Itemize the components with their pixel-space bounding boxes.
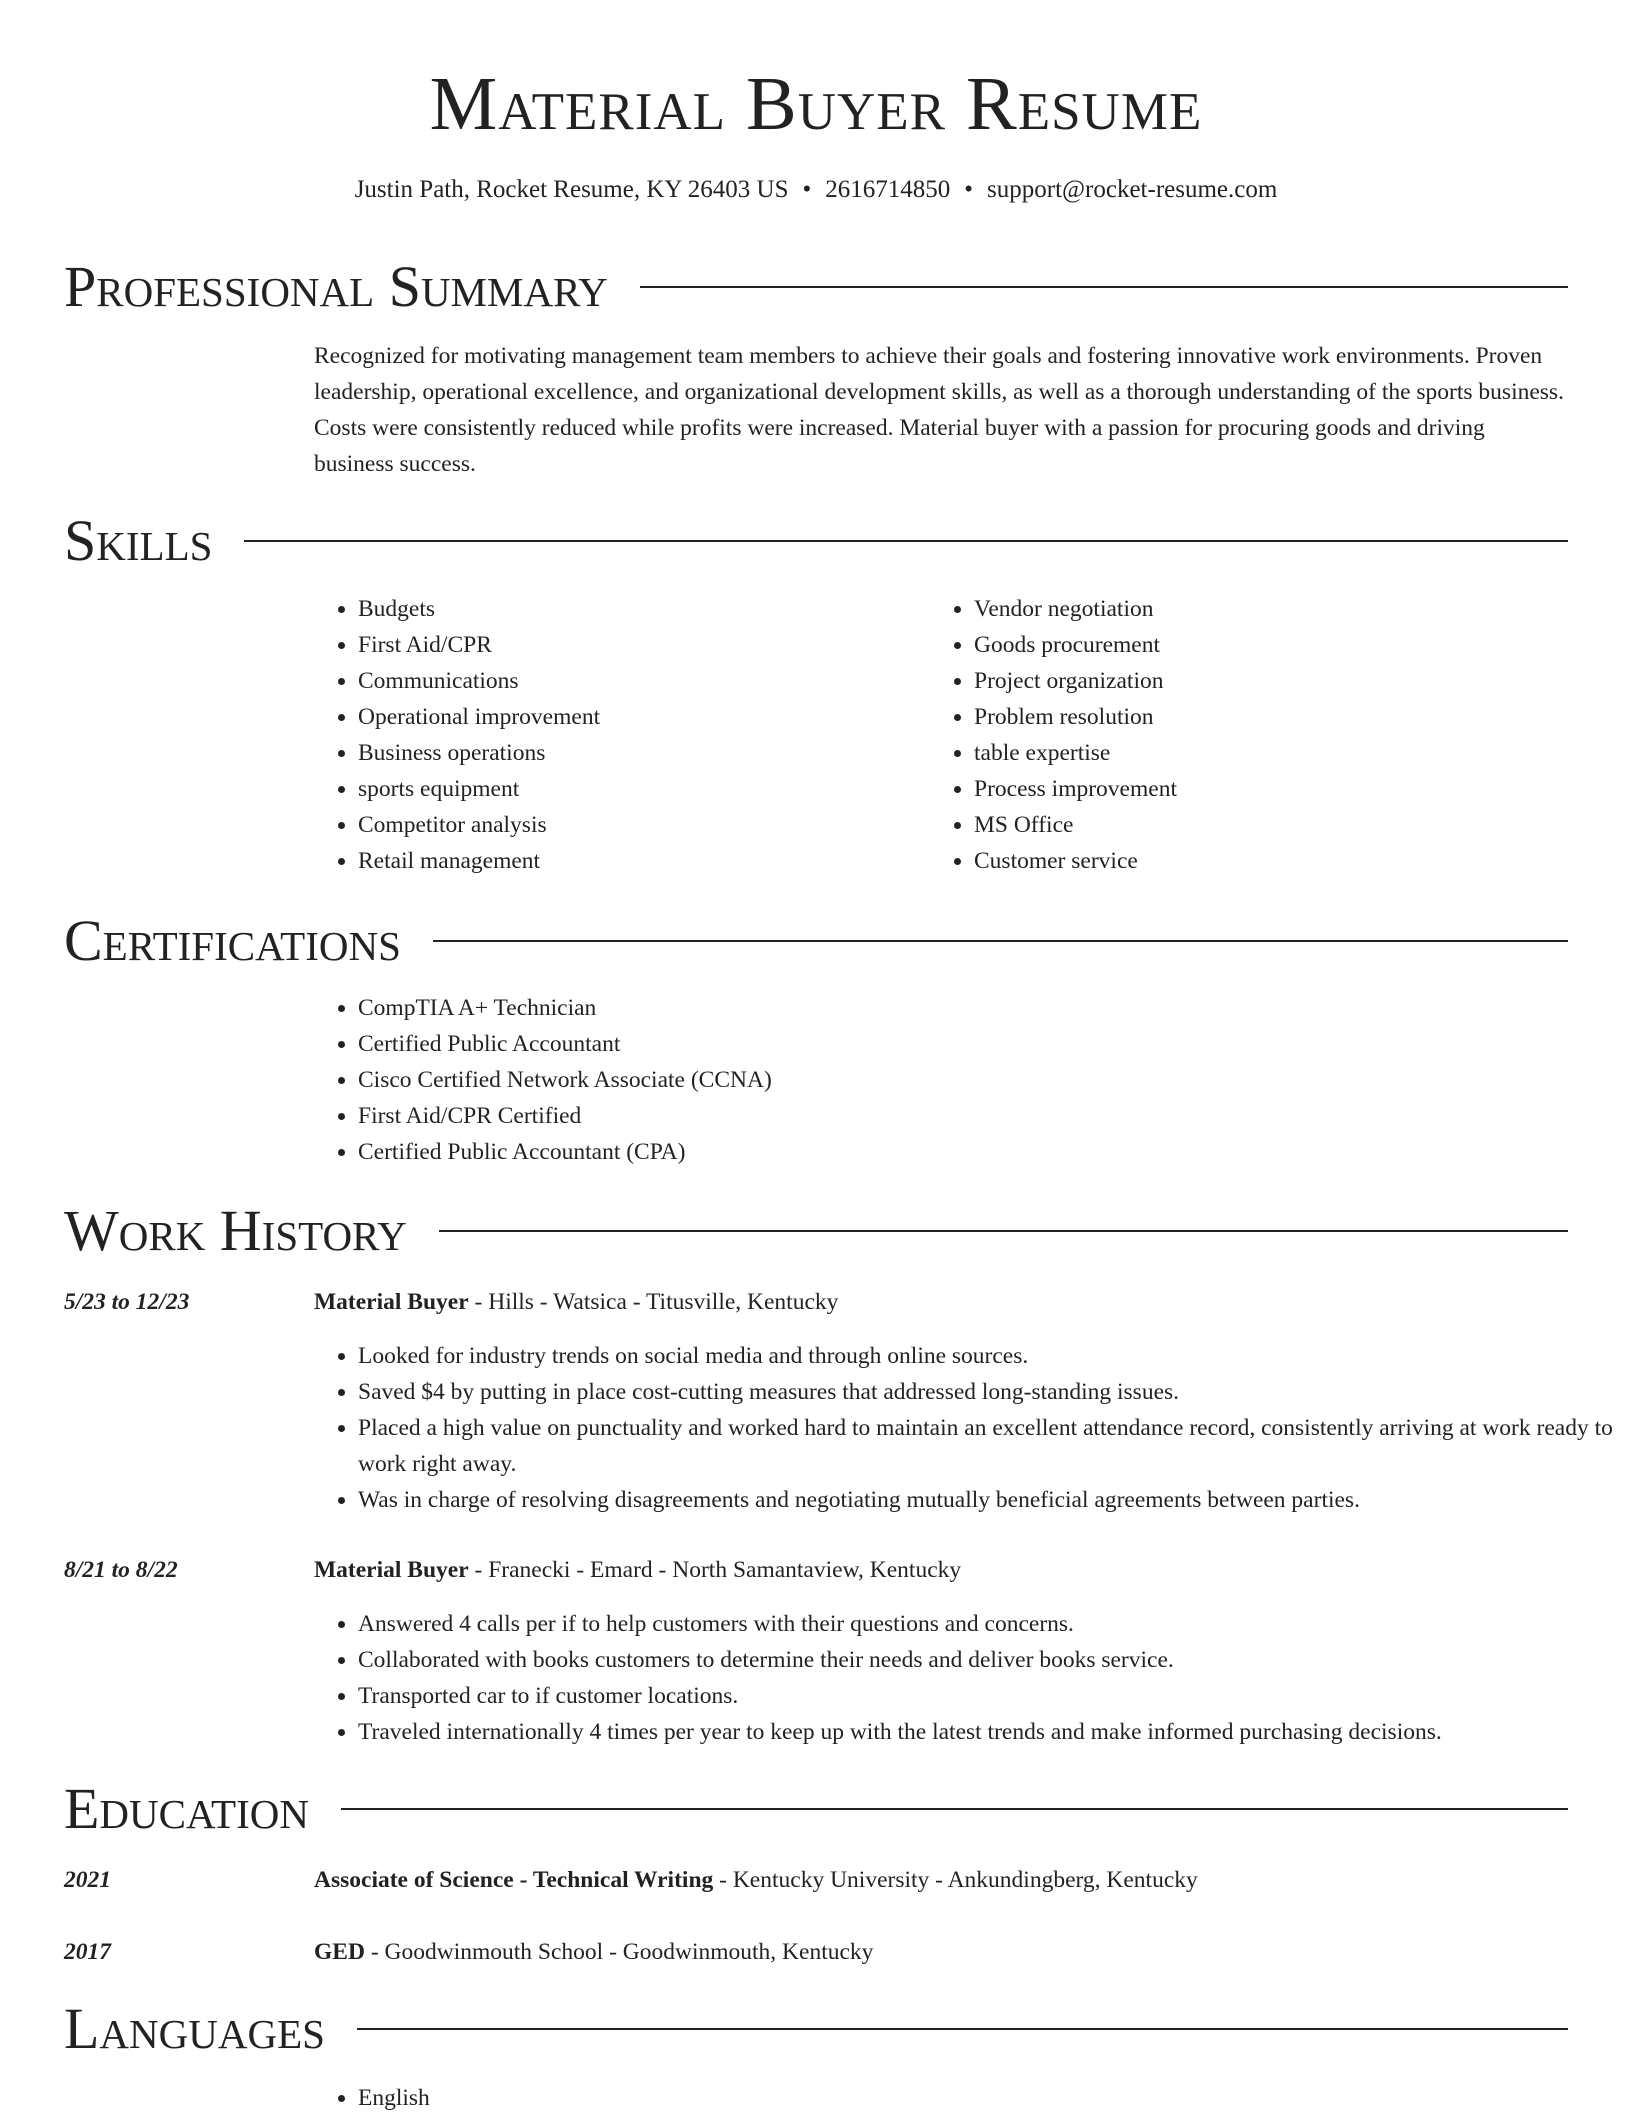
skill-item: • Competitor analysis [358,807,958,843]
job-duty: • Traveled internationally 4 times per year to keep up with the latest trends and make informed purchasing decisions. [358,1714,1614,1750]
work-section-header [64,1196,1568,1266]
contact-email: support@rocket-resume.com [987,176,1278,203]
section-divider [640,286,1568,288]
skill-item: • Goods procurement [974,627,1614,663]
job-duty: • Transported car to if customer locations. [358,1678,1614,1714]
summary-section-header [64,252,1568,322]
skill-item: • table expertise [974,735,1614,771]
education-school: - Goodwinmouth School - Goodwinmouth, Kentucky [364,1939,874,1965]
skill-item: • MS Office [974,807,1614,843]
education-entry [314,1934,1570,1970]
certifications-section-header [64,906,1568,976]
skill-item: • Project organization [974,663,1614,699]
contact-phone: 2616714850 [825,176,951,203]
job-heading [314,1552,1570,1588]
education-entry [314,1862,1570,1898]
section-divider [433,940,1568,942]
certifications-heading: Certifications [64,908,401,973]
job-duty: • Looked for industry trends on social media and through online sources. [358,1338,1614,1374]
job-employer: - Franecki - Emard - North Samantaview, Kentucky [468,1557,962,1583]
page-title: Material Buyer Resume [429,62,1203,146]
certification-item: • CompTIA A+ Technician [358,990,1614,1026]
section-divider [244,540,1568,542]
job-duty: • Answered 4 calls per if to help customers with their questions and concerns. [358,1606,1614,1642]
certification-item: • Certified Public Accountant [358,1026,1614,1062]
contact-separator: • [802,176,812,203]
job-duty: • Saved $4 by putting in place cost-cutting measures that addressed long-standing issues. [358,1374,1614,1410]
job-duties-list [314,1338,1614,1518]
languages-section-header [64,1994,1568,2064]
certification-item: • Certified Public Accountant (CPA) [358,1134,1614,1170]
skill-item: • Operational improvement [358,699,958,735]
education-year: 2021 [64,1867,111,1893]
skill-item: • Retail management [358,843,958,879]
section-divider [357,2028,1568,2030]
skill-item: • Problem resolution [974,699,1614,735]
summary-heading: Professional Summary [64,254,608,319]
languages-heading: Languages [64,1996,325,2061]
skill-item: • Customer service [974,843,1614,879]
job-duty: • Collaborated with books customers to determine their needs and deliver books service. [358,1642,1614,1678]
certifications-list [314,990,1614,1170]
language-item: • English [358,2080,1614,2116]
job-duty: • Was in charge of resolving disagreements and negotiating mutually beneficial agreements between parties. [358,1482,1614,1518]
job-dates: 8/21 to 8/22 [64,1557,178,1583]
education-heading: Education [64,1776,309,1841]
skill-item: • Process improvement [974,771,1614,807]
job-title: Material Buyer [314,1557,469,1583]
job-title: Material Buyer [314,1289,469,1315]
contact-line [0,172,1632,208]
languages-list [314,2080,1614,2116]
skills-heading: Skills [64,508,213,573]
skill-item: • First Aid/CPR [358,627,958,663]
skill-item: • Business operations [358,735,958,771]
skills-list-left [314,591,958,879]
section-divider [439,1230,1568,1232]
education-degree: Associate of Science - Technical Writing [314,1867,714,1893]
education-degree: GED [314,1939,365,1965]
certification-item: • Cisco Certified Network Associate (CCNA) [358,1062,1614,1098]
skills-section-header [64,506,1568,576]
job-duties-list [314,1606,1614,1750]
certification-item: • First Aid/CPR Certified [358,1098,1614,1134]
contact-address: Justin Path, Rocket Resume, KY 26403 US [354,176,789,203]
work-heading: Work History [64,1198,407,1263]
education-year: 2017 [64,1939,111,1965]
section-divider [341,1808,1568,1810]
skill-item: • Communications [358,663,958,699]
skill-item: • sports equipment [358,771,958,807]
job-duty: • Placed a high value on punctuality and worked hard to maintain an excellent attendance record, consistently arriving at work ready to work right away. [358,1410,1614,1482]
summary-text: Recognized for motivating management team members to achieve their goals and fostering innovative work environments. Proven leadership, operational excellence, and organizational development skills, as well as a thorough understanding of the sports business. Costs were consistently reduced while profits were increased. Material buyer with a passion for procuring goods and driving business success. [314,343,1564,477]
contact-separator: • [964,176,974,203]
skill-item: • Vendor negotiation [974,591,1614,627]
education-school: - Kentucky University - Ankundingberg, Kentucky [713,1867,1198,1893]
job-employer: - Hills - Watsica - Titusville, Kentucky [468,1289,839,1315]
skills-list-right [930,591,1614,879]
job-dates: 5/23 to 12/23 [64,1289,190,1315]
education-section-header [64,1774,1568,1844]
job-heading [314,1284,1570,1320]
skill-item: • Budgets [358,591,958,627]
